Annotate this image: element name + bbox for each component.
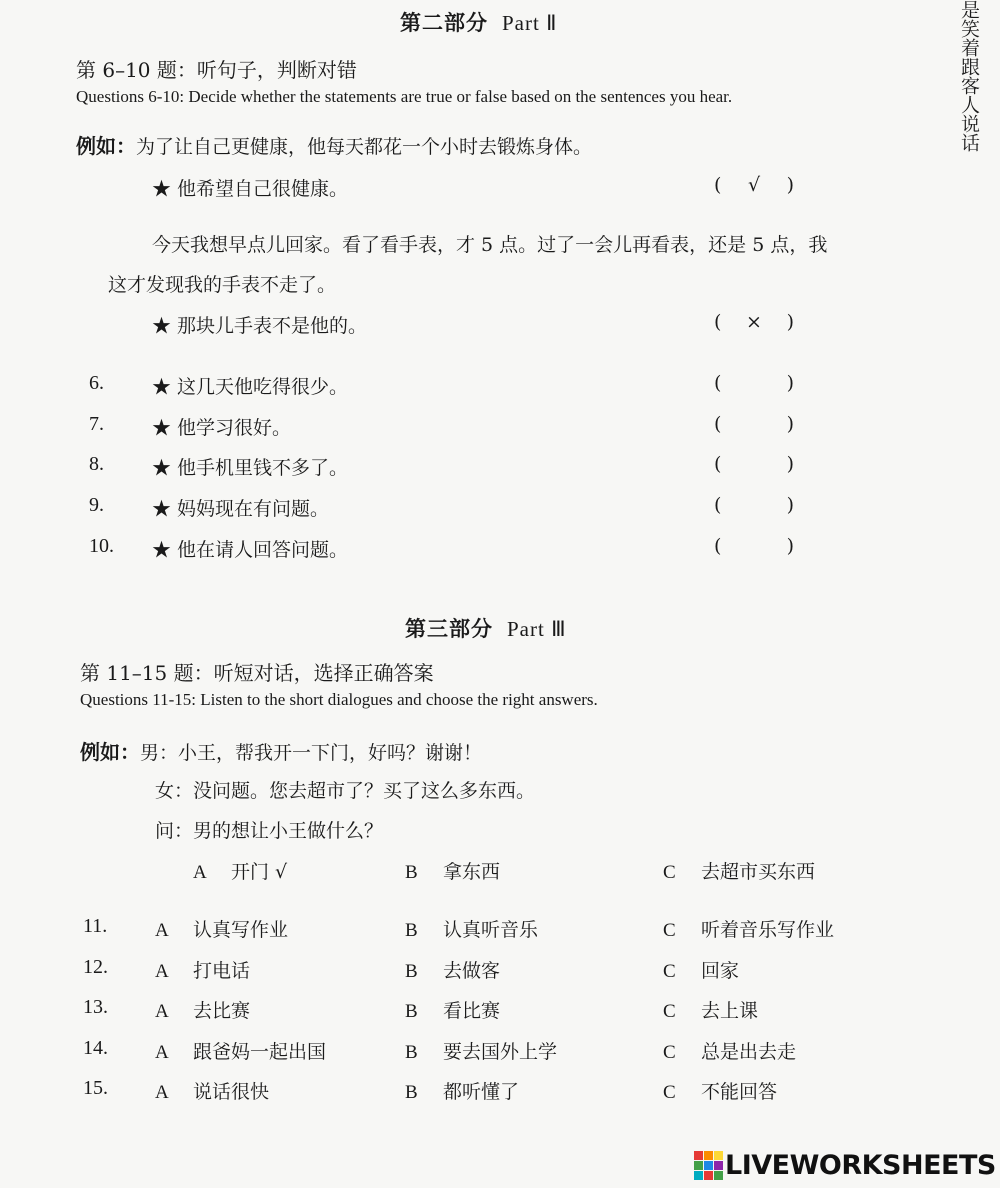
example-option-b — [405, 857, 500, 884]
option-text: 跟爸妈一起出国 — [193, 1041, 327, 1063]
option-c[interactable] — [663, 956, 739, 983]
option-text: 打电话 — [193, 960, 251, 982]
option-text: 总是出去走 — [701, 1041, 797, 1063]
part2-question-statement: ★ 他手机里钱不多了。 — [152, 457, 349, 479]
part2-question-number: 9. — [89, 494, 104, 516]
answer-mark — [721, 494, 786, 516]
option-a[interactable] — [155, 915, 288, 942]
logo-tile — [704, 1151, 713, 1160]
option-c[interactable] — [663, 1077, 777, 1104]
part2-instruction-cn: 第 6–10 题：听句子，判断对错 — [76, 58, 357, 82]
part2-answer-box[interactable] — [714, 372, 794, 394]
part3-question-number: 14. — [83, 1037, 108, 1059]
part2-example2-line1: 今天我想早点儿回家。看了看手表，才 5 点。过了一会儿再看表，还是 5 点，我 — [152, 234, 828, 256]
option-letter: B — [405, 862, 418, 883]
option-letter: A — [193, 862, 207, 883]
part2-example2-answer: × — [746, 311, 762, 333]
option-letter: A — [155, 961, 169, 982]
part2-example2-line2: 这才发现我的手表不走了。 — [108, 274, 337, 296]
part2-instruction-en: Questions 6-10: Decide whether the statements are true or false based on the sentences you hear. — [76, 87, 733, 106]
logo-tile — [704, 1171, 713, 1180]
paren-right: ) — [786, 453, 794, 475]
logo-tile — [694, 1151, 703, 1160]
part3-title-en: Part Ⅲ — [507, 617, 567, 641]
option-text: 回家 — [701, 960, 740, 982]
option-letter: B — [405, 1082, 418, 1103]
paren-right: ) — [786, 535, 794, 557]
part2-example2-answer-box: ( × ) — [714, 311, 794, 333]
paren-left: ( — [714, 372, 722, 394]
logo-tile — [694, 1171, 703, 1180]
option-text: 都听懂了 — [443, 1081, 520, 1103]
part3-example-woman: 女：没问题。您去超市了？买了这么多东西。 — [155, 780, 536, 802]
side-text: 是笑着跟客人说话 — [958, 0, 980, 152]
option-letter: C — [663, 1082, 676, 1103]
option-letter: A — [155, 1042, 169, 1063]
option-letter: C — [663, 1001, 676, 1022]
option-text: 说话很快 — [193, 1081, 270, 1103]
option-a[interactable] — [155, 956, 250, 983]
option-text: 要去国外上学 — [443, 1041, 558, 1063]
part2-question-number: 10. — [89, 535, 114, 557]
option-text: 不能回答 — [701, 1081, 778, 1103]
option-b[interactable] — [405, 1077, 519, 1104]
option-text: 认真写作业 — [193, 919, 289, 941]
paren-left: ( — [714, 494, 722, 516]
option-b[interactable] — [405, 956, 500, 983]
logo-tile — [714, 1171, 723, 1180]
paren-left: ( — [714, 535, 722, 557]
option-letter: B — [405, 920, 418, 941]
part2-title — [400, 7, 557, 37]
example-option-c — [663, 857, 815, 884]
answer-mark — [721, 453, 786, 475]
example-option-a — [193, 857, 287, 884]
part3-example-label: 例如： — [80, 740, 140, 764]
part2-question-statement: ★ 这几天他吃得很少。 — [152, 376, 349, 398]
option-letter: C — [663, 961, 676, 982]
option-text: 去比赛 — [193, 1000, 251, 1022]
option-a[interactable] — [155, 1037, 326, 1064]
part3-title — [405, 613, 567, 643]
logo-tile — [704, 1161, 713, 1170]
part3-question-number: 13. — [83, 996, 108, 1018]
part2-title-en: Part Ⅱ — [502, 11, 558, 35]
option-b[interactable] — [405, 1037, 557, 1064]
option-a[interactable] — [155, 996, 250, 1023]
part3-title-cn: 第三部分 — [405, 616, 493, 641]
part2-answer-box[interactable] — [714, 413, 794, 435]
option-letter: B — [405, 1042, 418, 1063]
option-letter: B — [405, 961, 418, 982]
option-letter: C — [663, 920, 676, 941]
option-text: 拿东西 — [443, 861, 501, 883]
paren-right: ) — [786, 413, 794, 435]
part2-question-statement: ★ 他学习很好。 — [152, 417, 292, 439]
liveworksheets-logo-icon — [694, 1151, 723, 1180]
part2-example1-answer: √ — [747, 174, 761, 196]
part2-example1-statement: ★ 他希望自己很健康。 — [152, 178, 349, 200]
part2-question-statement: ★ 妈妈现在有问题。 — [152, 498, 330, 520]
option-text: 去超市买东西 — [701, 861, 816, 883]
option-c[interactable] — [663, 915, 834, 942]
option-text: 看比赛 — [443, 1000, 501, 1022]
logo-tile — [714, 1151, 723, 1160]
option-text: 去做客 — [443, 960, 501, 982]
option-c[interactable] — [663, 996, 758, 1023]
part2-example-label: 例如： — [76, 134, 136, 158]
paren-right: ) — [786, 494, 794, 516]
part3-question-number: 15. — [83, 1077, 108, 1099]
part3-instruction-cn: 第 11–15 题：听短对话，选择正确答案 — [80, 661, 434, 685]
part2-example1 — [76, 130, 592, 159]
option-letter: A — [155, 1001, 169, 1022]
part2-title-cn: 第二部分 — [400, 10, 488, 35]
paren-left: ( — [714, 453, 722, 475]
part3-question-number: 11. — [83, 915, 108, 937]
option-letter: B — [405, 1001, 418, 1022]
part3-example-question: 问：男的想让小王做什么？ — [155, 820, 384, 842]
part2-answer-box[interactable] — [714, 453, 794, 475]
logo-tile — [714, 1161, 723, 1170]
option-b[interactable] — [405, 915, 538, 942]
option-letter: A — [155, 1082, 169, 1103]
part2-example2-statement: ★ 那块儿手表不是他的。 — [152, 315, 368, 337]
part2-example1-sentence: 为了让自己更健康，他每天都花一个小时去锻炼身体。 — [136, 136, 593, 158]
part3-instruction-en: Questions 11-15: Listen to the short dialogues and choose the right answers. — [80, 690, 598, 709]
option-letter: C — [663, 862, 676, 883]
part3-example-man — [80, 736, 482, 765]
logo-tile — [694, 1161, 703, 1170]
liveworksheets-watermark — [694, 1150, 996, 1181]
option-text: 开门 √ — [231, 861, 288, 883]
option-a[interactable] — [155, 1077, 269, 1104]
part3-question-number: 12. — [83, 956, 108, 978]
option-text: 听着音乐写作业 — [701, 919, 835, 941]
liveworksheets-wordmark: LIVEWORKSHEETS — [725, 1150, 996, 1181]
paren-left: ( — [714, 413, 722, 435]
part2-question-number: 6. — [89, 372, 104, 394]
part2-question-number: 8. — [89, 453, 104, 475]
paren-right: ) — [786, 372, 794, 394]
part2-question-statement: ★ 他在请人回答问题。 — [152, 539, 349, 561]
part2-example1-answer-box: ( √ ) — [714, 174, 794, 196]
option-b[interactable] — [405, 996, 500, 1023]
answer-mark — [721, 413, 786, 435]
part3-example-man-text: 男：小王，帮我开一下门，好吗？谢谢！ — [140, 742, 483, 764]
answer-mark — [721, 535, 786, 557]
part2-answer-box[interactable] — [714, 535, 794, 557]
option-text: 去上课 — [701, 1000, 759, 1022]
option-text: 认真听音乐 — [443, 919, 539, 941]
part2-answer-box[interactable] — [714, 494, 794, 516]
option-letter: C — [663, 1042, 676, 1063]
option-letter: A — [155, 920, 169, 941]
answer-mark — [721, 372, 786, 394]
option-c[interactable] — [663, 1037, 796, 1064]
part2-question-number: 7. — [89, 413, 104, 435]
